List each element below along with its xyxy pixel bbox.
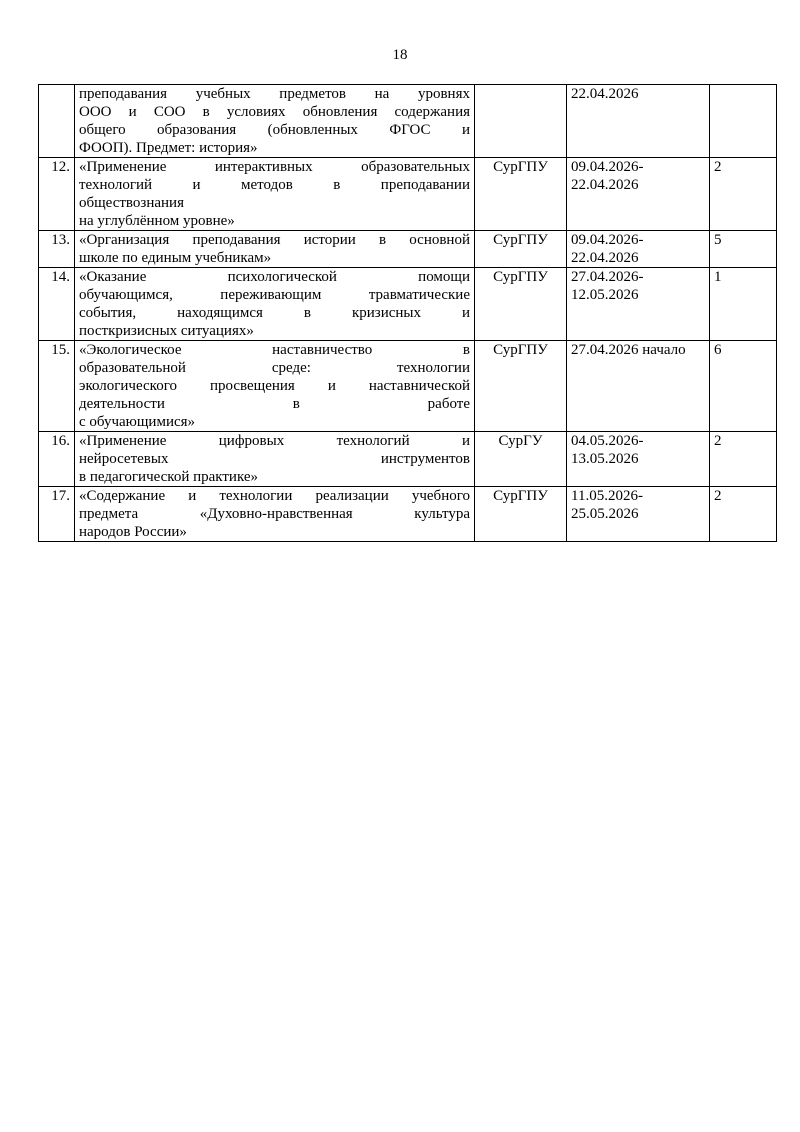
course-dates — [567, 487, 710, 542]
course-title-line: общего образования (обновленных ФГОС и — [79, 122, 470, 138]
course-dates — [567, 432, 710, 487]
course-title-line: «Оказание психологической помощи — [79, 269, 470, 285]
table-row — [39, 158, 777, 231]
row-number: 14. — [39, 268, 75, 341]
course-title — [75, 85, 475, 158]
course-dates — [567, 85, 710, 158]
course-dates — [567, 268, 710, 341]
course-title — [75, 341, 475, 432]
table-row — [39, 268, 777, 341]
course-organization: СурГПУ — [475, 158, 567, 231]
course-title-line: «Применение цифровых технологий и — [79, 433, 470, 449]
courses-table-body — [39, 85, 777, 542]
course-title-line: экологического просвещения и наставнической — [79, 378, 470, 394]
course-dates — [567, 341, 710, 432]
course-date-line: 09.04.2026- — [571, 159, 644, 175]
table-row — [39, 432, 777, 487]
course-date-line: 11.05.2026- — [571, 488, 643, 504]
course-title-line: «Содержание и технологии реализации учебного — [79, 488, 470, 504]
row-number: 12. — [39, 158, 75, 231]
course-title-line: преподавания учебных предметов на уровнях — [79, 86, 470, 102]
row-number: 13. — [39, 231, 75, 268]
course-date-line: 27.04.2026- — [571, 269, 644, 285]
course-date-line: 22.04.2026 — [571, 177, 639, 193]
course-title-line: посткризисных ситуациях» — [79, 323, 254, 339]
course-title-line: народов России» — [79, 524, 187, 540]
participant-count: 2 — [710, 487, 777, 542]
course-organization: СурГПУ — [475, 487, 567, 542]
row-number: 15. — [39, 341, 75, 432]
course-title — [75, 158, 475, 231]
course-organization — [475, 85, 567, 158]
course-organization: СурГПУ — [475, 268, 567, 341]
course-title-line: с обучающимися» — [79, 414, 196, 430]
participant-count: 2 — [710, 158, 777, 231]
course-title-line: нейросетевых инструментов — [79, 451, 470, 467]
row-number: 16. — [39, 432, 75, 487]
course-date-line: 13.05.2026 — [571, 451, 639, 467]
course-organization: СурГУ — [475, 432, 567, 487]
course-title-line: предмета «Духовно-нравственная культура — [79, 506, 470, 522]
course-organization: СурГПУ — [475, 231, 567, 268]
course-organization: СурГПУ — [475, 341, 567, 432]
course-date-line: 27.04.2026 начало — [571, 342, 686, 358]
course-title — [75, 231, 475, 268]
course-title-line: технологий и методов в преподавании — [79, 177, 470, 193]
course-title-line: «Применение интерактивных образовательных — [79, 159, 470, 175]
course-dates — [567, 231, 710, 268]
course-title-line: ФООП). Предмет: история» — [79, 140, 258, 156]
participant-count — [710, 85, 777, 158]
course-title-line: образовательной среде: технологии — [79, 360, 470, 376]
course-title — [75, 487, 475, 542]
row-number: 17. — [39, 487, 75, 542]
course-title-line: на углублённом уровне» — [79, 213, 235, 229]
table-row — [39, 231, 777, 268]
participant-count: 1 — [710, 268, 777, 341]
participant-count: 6 — [710, 341, 777, 432]
participant-count: 5 — [710, 231, 777, 268]
course-title-line: «Организация преподавания истории в основной — [79, 232, 470, 248]
table-row — [39, 85, 777, 158]
course-title-line: «Экологическое наставничество в — [79, 342, 470, 358]
courses-table — [38, 84, 777, 542]
course-title-line: ООО и СОО в условиях обновления содержания — [79, 104, 470, 120]
course-date-line: 22.04.2026 — [571, 250, 639, 266]
page-number: 18 — [392, 47, 408, 63]
course-dates — [567, 158, 710, 231]
table-row — [39, 341, 777, 432]
course-date-line: 12.05.2026 — [571, 287, 639, 303]
course-title-line: деятельности в работе — [79, 396, 470, 412]
row-number — [39, 85, 75, 158]
table-row — [39, 487, 777, 542]
participant-count: 2 — [710, 432, 777, 487]
course-title — [75, 432, 475, 487]
course-title — [75, 268, 475, 341]
course-title-line: события, находящимся в кризисных и — [79, 305, 470, 321]
course-title-line: обществознания — [79, 195, 184, 211]
course-title-line: обучающимся, переживающим травматические — [79, 287, 470, 303]
course-date-line: 25.05.2026 — [571, 506, 639, 522]
course-title-line: школе по единым учебникам» — [79, 250, 272, 266]
course-date-line: 09.04.2026- — [571, 232, 644, 248]
course-date-line: 22.04.2026 — [571, 86, 639, 102]
course-date-line: 04.05.2026- — [571, 433, 644, 449]
course-title-line: в педагогической практике» — [79, 469, 259, 485]
